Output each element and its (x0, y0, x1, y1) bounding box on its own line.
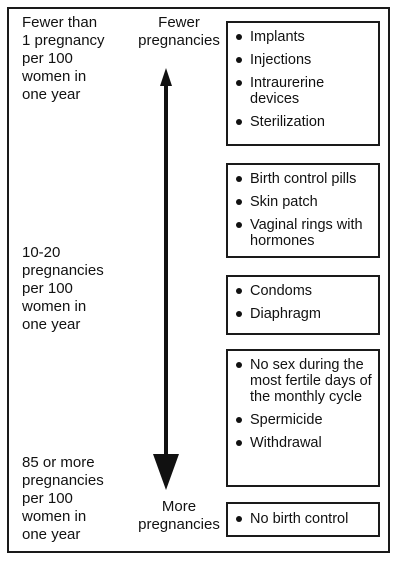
rate-line: pregnancies (22, 262, 104, 279)
method-group-most-effective (226, 21, 380, 146)
rate-line: 10-20 (22, 244, 61, 261)
rate-line: one year (22, 526, 81, 543)
arrow-down-head-icon (153, 454, 179, 490)
method-label: Sterilization (250, 114, 325, 130)
method-label: Spermicide (250, 412, 323, 428)
axis-line: Fewer (158, 14, 200, 31)
rate-line: one year (22, 316, 81, 333)
list-item (236, 52, 372, 68)
list-item (236, 194, 372, 210)
list-item (236, 306, 372, 322)
bullet-icon (236, 288, 242, 294)
bullet-icon (236, 516, 242, 522)
method-label: Diaphragm (250, 306, 321, 322)
method-group-barrier (226, 275, 380, 335)
rate-line: per 100 (22, 50, 73, 67)
list-item (236, 114, 372, 130)
rate-line: one year (22, 86, 81, 103)
list-item (236, 412, 372, 428)
method-label: Skin patch (250, 194, 318, 210)
method-group-less-effective (226, 349, 380, 487)
axis-line: pregnancies (138, 516, 220, 533)
rate-line: pregnancies (22, 472, 104, 489)
rate-high (22, 454, 142, 544)
bullet-icon (236, 119, 242, 125)
axis-line: pregnancies (138, 32, 220, 49)
bullet-icon (236, 311, 242, 317)
bullet-icon (236, 417, 242, 423)
double-arrow-icon (146, 62, 186, 492)
list-item (236, 75, 372, 107)
rate-line: 1 pregnancy (22, 32, 105, 49)
list-item (236, 435, 372, 451)
rate-line: per 100 (22, 490, 73, 507)
axis-label-more (138, 498, 220, 534)
method-label: Vaginal rings with hormones (250, 217, 363, 249)
method-label: Condoms (250, 283, 313, 299)
list-item (236, 29, 372, 45)
list-item (236, 357, 372, 405)
list-item (236, 171, 372, 187)
bullet-icon (236, 362, 242, 368)
bullet-icon (236, 199, 242, 205)
method-label: Intraurerine devices (250, 75, 325, 107)
bullet-icon (236, 440, 242, 446)
rate-line: per 100 (22, 280, 73, 297)
method-label: No birth control (250, 511, 349, 527)
method-label: Withdrawal (250, 435, 322, 451)
rate-line: women in (22, 68, 87, 85)
bullet-icon (236, 176, 242, 182)
method-label: Injections (250, 52, 312, 68)
method-group-none (226, 502, 380, 537)
bullet-icon (236, 80, 242, 86)
method-label: Birth control pills (250, 171, 357, 187)
method-group-hormonal (226, 163, 380, 258)
method-label: No sex during the most fertile days of the monthly cycle (250, 357, 372, 405)
list-item (236, 217, 372, 249)
rate-line: women in (22, 508, 87, 525)
bullet-icon (236, 34, 242, 40)
method-label: Implants (250, 29, 305, 45)
arrow-up-head-icon (160, 68, 172, 86)
list-item (236, 511, 372, 527)
rate-low (22, 14, 142, 104)
axis-line: More (161, 498, 197, 515)
rate-medium (22, 244, 142, 334)
rate-line: women in (22, 298, 87, 315)
bullet-icon (236, 57, 242, 63)
bullet-icon (236, 222, 242, 228)
rate-line: 85 or more (22, 454, 95, 471)
axis-label-fewer (138, 14, 220, 50)
list-item (236, 283, 372, 299)
rate-line: Fewer than (22, 14, 98, 31)
